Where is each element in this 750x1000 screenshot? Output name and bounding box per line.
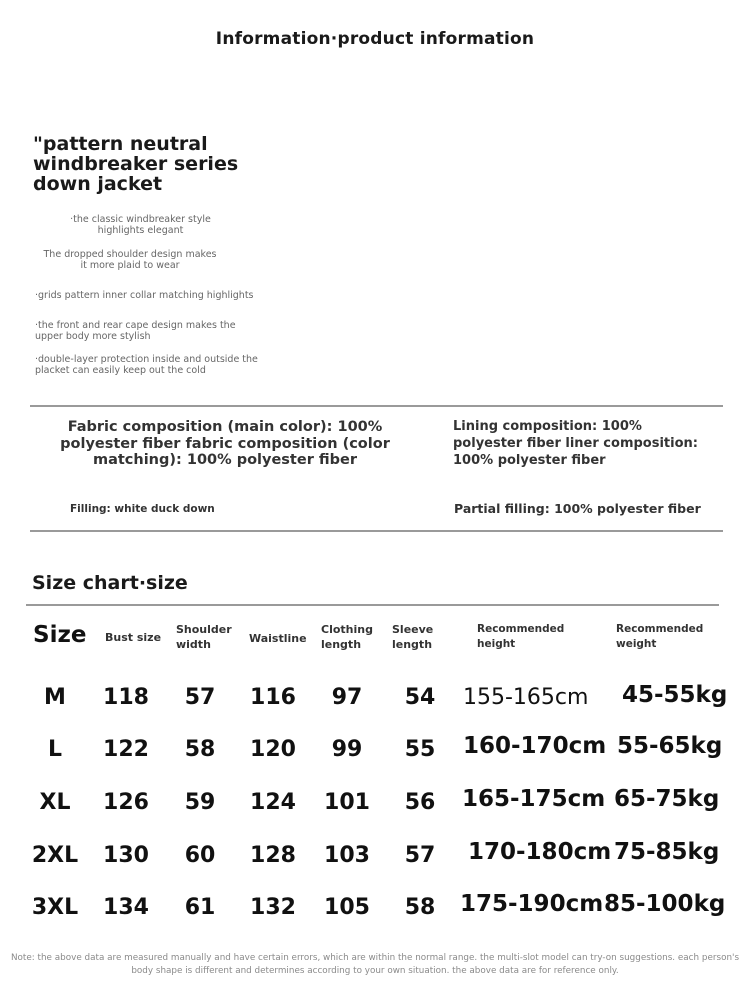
cell-weight: 45-55kg — [622, 682, 728, 708]
cell-shoulder: 58 — [184, 737, 216, 762]
cell-weight: 55-65kg — [617, 733, 723, 759]
cell-sleeve-length: 57 — [404, 843, 436, 868]
divider — [30, 530, 723, 532]
cell-height: 165-175cm — [462, 786, 606, 812]
cell-waistline: 124 — [250, 790, 296, 815]
partial-filling-info: Partial filling: 100% polyester fiber — [454, 501, 701, 516]
lining-composition: Lining composition: 100% polyester fiber liner composition: 100% polyester fiber — [453, 419, 698, 468]
cell-sleeve-length: 54 — [404, 685, 436, 710]
cell-sleeve-length: 56 — [404, 790, 436, 815]
cell-clothing-length: 101 — [324, 790, 370, 815]
cell-waistline: 116 — [250, 685, 296, 710]
filling-info: Filling: white duck down — [70, 503, 215, 515]
cell-size: M — [44, 685, 66, 710]
divider — [30, 405, 723, 407]
cell-height: 160-170cm — [463, 733, 607, 759]
size-chart-title: Size chart·size — [32, 572, 188, 594]
cell-clothing-length: 105 — [324, 895, 370, 920]
cell-bust: 118 — [103, 685, 149, 710]
feature-item: ·the classic windbreaker style highlights elegant — [70, 214, 211, 236]
cell-height: 170-180cm — [468, 839, 612, 865]
cell-waistline: 132 — [250, 895, 296, 920]
feature-item: The dropped shoulder design makes it more plaid to wear — [43, 249, 217, 271]
feature-item: ·double-layer protection inside and outside the placket can easily keep out the cold — [35, 354, 258, 376]
cell-shoulder: 57 — [184, 685, 216, 710]
product-title: "pattern neutral windbreaker series down jacket — [33, 133, 239, 195]
cell-weight: 75-85kg — [614, 839, 720, 865]
cell-size: XL — [39, 790, 71, 815]
cell-size: 3XL — [31, 895, 79, 920]
cell-height: 175-190cm — [460, 891, 604, 917]
feature-item: ·the front and rear cape design makes the upper body more stylish — [35, 320, 236, 342]
cell-waistline: 120 — [250, 737, 296, 762]
cell-waistline: 128 — [250, 843, 296, 868]
header-bust: Bust size — [105, 631, 162, 644]
disclaimer-note: Note: the above data are measured manually and have certain errors, which are within the normal range. the multi-slot model can try-on suggestions. each person's body shape is different and determines according to your own situation. the above data are for reference only. — [10, 953, 740, 976]
cell-bust: 126 — [103, 790, 149, 815]
cell-weight: 85-100kg — [604, 891, 726, 917]
header-recommended-height: Recommended height — [477, 623, 565, 650]
cell-size: 2XL — [31, 843, 79, 868]
cell-weight: 65-75kg — [614, 786, 720, 812]
header-recommended-weight: Recommended weight — [616, 623, 704, 650]
cell-shoulder: 61 — [184, 895, 216, 920]
fabric-composition: Fabric composition (main color): 100% polyester fiber fabric composition (color matching): 100% polyester fiber — [60, 419, 390, 468]
header-shoulder: Shoulder width — [176, 623, 232, 651]
cell-size: L — [47, 737, 63, 762]
cell-sleeve-length: 55 — [404, 737, 436, 762]
header-clothing-length: Clothing length — [321, 623, 373, 651]
cell-bust: 134 — [103, 895, 149, 920]
cell-clothing-length: 97 — [331, 685, 363, 710]
cell-bust: 122 — [103, 737, 149, 762]
cell-height: 155-165cm — [463, 685, 589, 710]
header-size: Size — [33, 622, 87, 648]
page-title: Information·product information — [215, 29, 535, 49]
divider — [26, 604, 719, 606]
header-sleeve-length: Sleeve length — [392, 623, 434, 651]
cell-shoulder: 59 — [184, 790, 216, 815]
cell-sleeve-length: 58 — [404, 895, 436, 920]
cell-clothing-length: 99 — [331, 737, 363, 762]
header-waistline: Waistline — [249, 632, 307, 645]
cell-shoulder: 60 — [184, 843, 216, 868]
feature-item: ·grids pattern inner collar matching highlights — [35, 290, 254, 301]
cell-bust: 130 — [103, 843, 149, 868]
cell-clothing-length: 103 — [324, 843, 370, 868]
